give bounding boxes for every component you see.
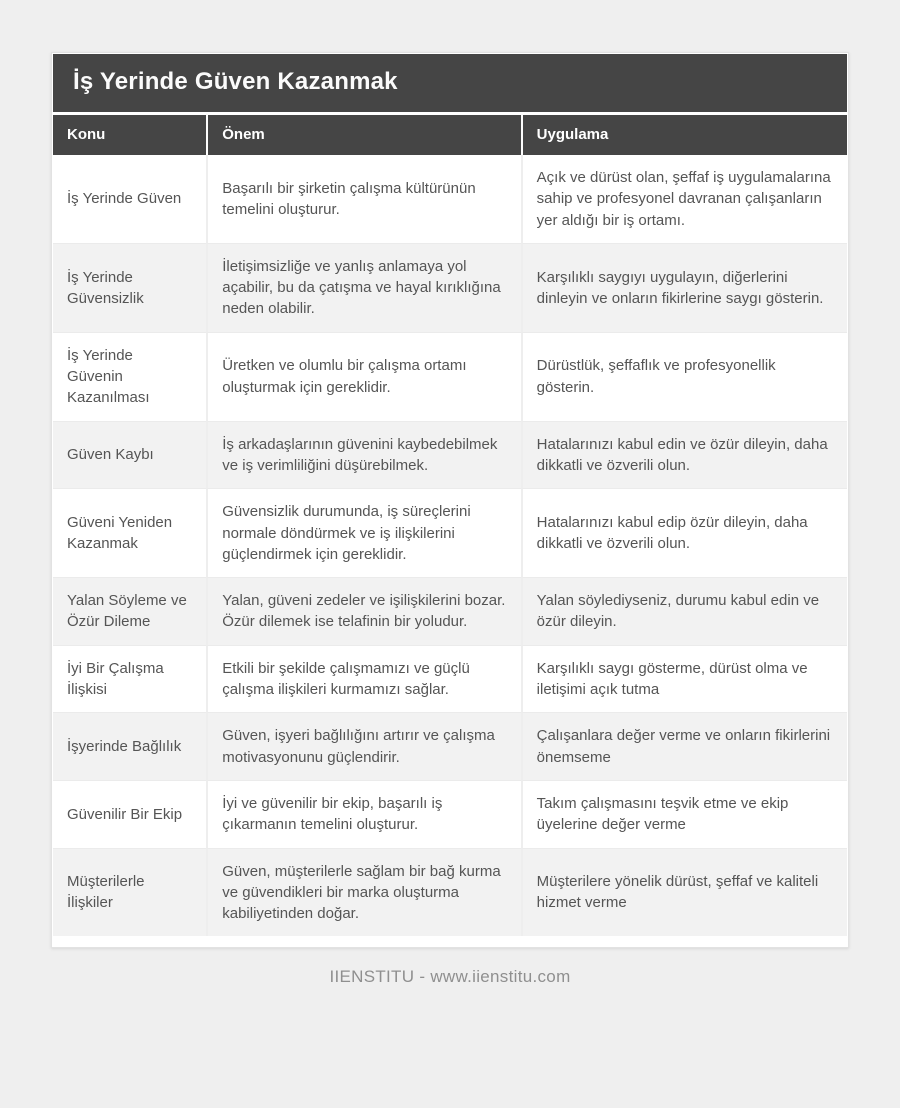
cell-uygulama: Açık ve dürüst olan, şeffaf iş uygulamalarına sahip ve profesyonel davranan çalışanların yer aldığı bir iş ortamı. xyxy=(521,155,847,243)
cell-onem: İletişimsizliğe ve yanlış anlamaya yol açabilir, bu da çatışma ve hayal kırıklığına neden olabilir. xyxy=(206,243,520,332)
page-title: İş Yerinde Güven Kazanmak xyxy=(53,54,847,112)
cell-konu: İyi Bir Çalışma İlişkisi xyxy=(53,645,206,713)
cell-uygulama: Yalan söylediyseniz, durumu kabul edin ve özür dileyin. xyxy=(521,577,847,645)
cell-onem: İyi ve güvenilir bir ekip, başarılı iş çıkarmanın temelini oluşturur. xyxy=(206,780,520,848)
table-row xyxy=(53,780,847,848)
table-row xyxy=(53,577,847,645)
cell-konu: İş Yerinde Güven xyxy=(53,155,206,243)
table-body xyxy=(53,155,847,936)
cell-onem: Güvensizlik durumunda, iş süreçlerini normale döndürmek ve iş ilişkilerini güçlendirmek için gereklidir. xyxy=(206,488,520,577)
header-onem: Önem xyxy=(206,112,520,155)
header-uygulama: Uygulama xyxy=(521,112,847,155)
cell-uygulama: Hatalarınızı kabul edip özür dileyin, daha dikkatli ve özverili olun. xyxy=(521,488,847,577)
table-row xyxy=(53,243,847,332)
cell-onem: Güven, müşterilerle sağlam bir bağ kurma ve güvendikleri bir marka oluşturma kabiliyetinden doğar. xyxy=(206,848,520,937)
cell-konu: Yalan Söyleme ve Özür Dileme xyxy=(53,577,206,645)
cell-uygulama: Müşterilere yönelik dürüst, şeffaf ve kaliteli hizmet verme xyxy=(521,848,847,937)
cell-onem: Başarılı bir şirketin çalışma kültürünün temelini oluşturur. xyxy=(206,155,520,243)
cell-uygulama: Takım çalışmasını teşvik etme ve ekip üyelerine değer verme xyxy=(521,780,847,848)
table-header xyxy=(53,112,847,155)
cell-konu: Güvenilir Bir Ekip xyxy=(53,780,206,848)
table-row xyxy=(53,645,847,713)
footer-branding: IIENSTITU - www.iienstitu.com xyxy=(329,967,571,987)
table-row xyxy=(53,421,847,489)
cell-onem: İş arkadaşlarının güvenini kaybedebilmek ve iş verimliliğini düşürebilmek. xyxy=(206,421,520,489)
cell-onem: Güven, işyeri bağlılığını artırır ve çalışma motivasyonunu güçlendirir. xyxy=(206,712,520,780)
cell-konu: Güven Kaybı xyxy=(53,421,206,489)
cell-uygulama: Dürüstlük, şeffaflık ve profesyonellik gösterin. xyxy=(521,332,847,421)
cell-konu: İş Yerinde Güvensizlik xyxy=(53,243,206,332)
cell-uygulama: Karşılıklı saygıyı uygulayın, diğerlerini dinleyin ve onların fikirlerine saygı gösterin. xyxy=(521,243,847,332)
header-konu: Konu xyxy=(53,112,206,155)
cell-onem: Yalan, güveni zedeler ve işilişkilerini bozar. Özür dilemek ise telafinin bir yoludur. xyxy=(206,577,520,645)
table-row xyxy=(53,848,847,937)
table-row xyxy=(53,488,847,577)
cell-uygulama: Karşılıklı saygı gösterme, dürüst olma ve iletişimi açık tutma xyxy=(521,645,847,713)
cell-uygulama: Hatalarınızı kabul edin ve özür dileyin, daha dikkatli ve özverili olun. xyxy=(521,421,847,489)
cell-onem: Etkili bir şekilde çalışmamızı ve güçlü çalışma ilişkileri kurmamızı sağlar. xyxy=(206,645,520,713)
trust-table-card xyxy=(51,52,849,948)
cell-uygulama: Çalışanlara değer verme ve onların fikirlerini önemseme xyxy=(521,712,847,780)
trust-table xyxy=(53,112,847,936)
cell-konu: Müşterilerle İlişkiler xyxy=(53,848,206,937)
cell-konu: İşyerinde Bağlılık xyxy=(53,712,206,780)
cell-onem: Üretken ve olumlu bir çalışma ortamı oluşturmak için gereklidir. xyxy=(206,332,520,421)
cell-konu: İş Yerinde Güvenin Kazanılması xyxy=(53,332,206,421)
table-row xyxy=(53,712,847,780)
cell-konu: Güveni Yeniden Kazanmak xyxy=(53,488,206,577)
table-row xyxy=(53,155,847,243)
table-row xyxy=(53,332,847,421)
